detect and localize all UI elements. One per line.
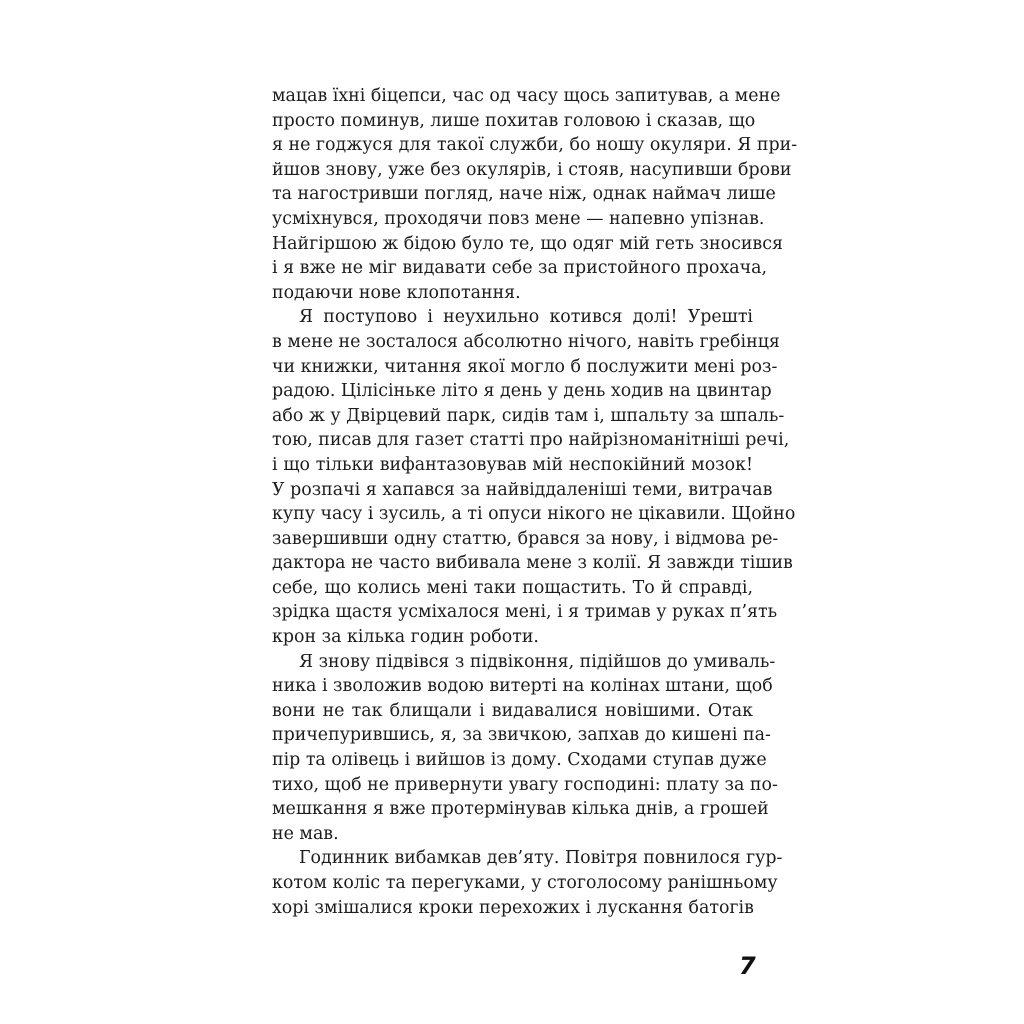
text-line: Найгіршою ж бідою було те, що одяг мій геть зносився: [272, 233, 783, 254]
paragraph: [272, 305, 796, 649]
text-line: крон за кілька годин роботи.: [272, 627, 539, 648]
text-line: або ж у Двірцевий парк, сидів там і, шпальту за шпаль-: [272, 405, 785, 426]
text-line: я не годжуся для такої служби, бо ношу окуляри. Я при-: [272, 135, 798, 156]
text-line: подаючи нове клопотання.: [272, 282, 521, 303]
text-line: зрідка щастя усміхалося мені, і я тримав у руках п’ять: [272, 602, 778, 623]
text-line: хорі змішалися кроки перехожих і лускання батогів: [272, 897, 754, 918]
text-line: купу часу і зусиль, а ті опуси нікого не цікавили. Щойно: [272, 504, 796, 525]
text-line: в мене не зосталося абсолютно нічого, навіть гребінця: [272, 331, 780, 352]
text-line: причепурившись, я, за звичкою, запхав до кишені па-: [272, 725, 771, 746]
text-line: вони не так блищали і видавалися новішими. Отак: [272, 700, 753, 721]
text-line: Я знову підвівся з підвіконня, підійшов до умиваль-: [299, 651, 776, 672]
text-line: завершивши одну статтю, брався за нову, і відмова ре-: [272, 528, 779, 549]
text-line: чи книжки, читання якої могло б послужити мені роз-: [272, 356, 778, 377]
text-line: і я вже не міг видавати себе за пристойного прохача,: [272, 258, 768, 279]
paragraph: [272, 846, 783, 920]
text-line: усміхнувся, проходячи повз мене — напевно упізнав.: [272, 208, 765, 229]
text-line: дактора не часто вибивала мене з колії. Я завжди тішив: [272, 553, 793, 574]
text-line: не мав.: [272, 823, 339, 844]
text-line: просто поминув, лише похитав головою і сказав, що: [272, 110, 756, 131]
text-line: і що тільки вифантазовував мій неспокійний мозок!: [272, 454, 753, 475]
text-line: тою, писав для газет статті про найрізноманітніші речі,: [272, 430, 790, 451]
text-line: йшов знову, уже без окулярів, і стояв, насупивши брови: [272, 159, 792, 180]
text-line: ника і зволожив водою витерті на колінах штани, щоб: [272, 676, 773, 697]
text-line: мешкання я вже протермінував кілька днів, а грошей: [272, 799, 769, 820]
paragraph: [272, 650, 778, 847]
text-line: пір та олівець і вийшов із дому. Сходами ступав дуже: [272, 750, 767, 771]
text-line: себе, що колись мені таки пощастить. То й справді,: [272, 577, 753, 598]
text-line: та нагостривши погляд, наче ніж, однак наймач лише: [272, 184, 776, 205]
paragraph: [272, 84, 798, 305]
text-line: мацав їхні біцепси, час од часу щось запитував, а мене: [272, 86, 781, 106]
text-line: тихо, щоб не привернути увагу господині: плату за по-: [272, 774, 778, 795]
text-line: Я поступово і неухильно котився долі! Урешті: [299, 307, 753, 328]
text-line: радою. Цілісіньке літо я день у день ходив на цвинтар: [272, 381, 772, 402]
body-text: [272, 84, 798, 920]
text-line: Годинник вибамкав дев’яту. Повітря повнилося гур-: [299, 848, 783, 869]
page-number: 7: [739, 952, 756, 980]
text-line: котом коліс та перегуками, у стоголосому ранішньому: [272, 873, 778, 893]
text-line: У розпачі я хапався за найвіддаленіші теми, витрачав: [272, 479, 773, 500]
